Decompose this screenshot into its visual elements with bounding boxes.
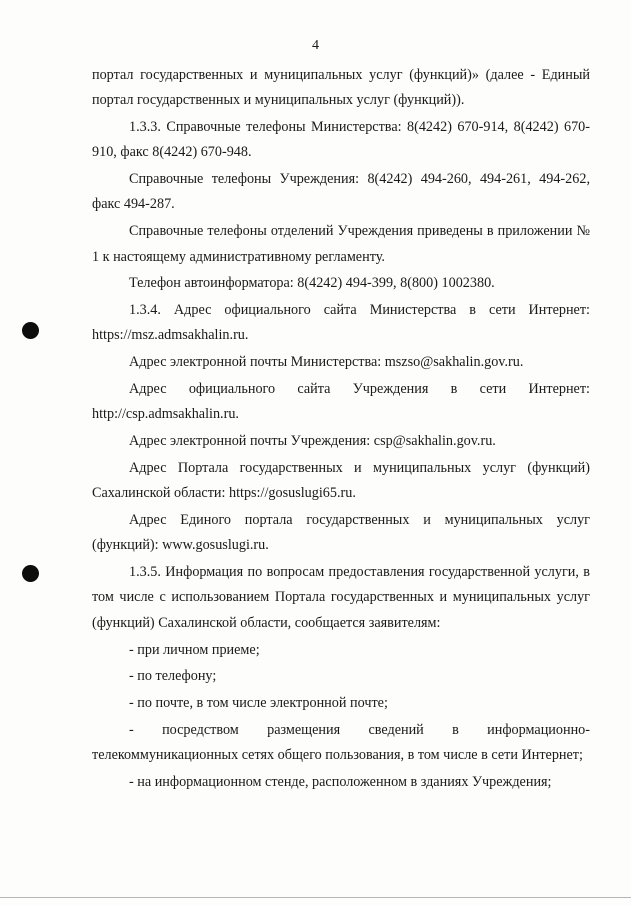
paragraph-autoinformer: Телефон автоинформатора: 8(4242) 494-399, 8(800) 1002380. — [129, 275, 495, 292]
paragraph-unified-portal: Адрес Единого портала государственных и муниципальных услуг (функций): www.gosuslugi.ru. — [92, 512, 590, 554]
paragraph-branch-phones: Справочные телефоны отделений Учреждения приведены в приложении № 1 к настоящему административному регламенту. — [92, 223, 590, 265]
paragraph-institution-phones: Справочные телефоны Учреждения: 8(4242) 494-260, 494-261, 494-262, факс 494-287. — [92, 171, 590, 213]
list-item-networks: - посредством размещения сведений в информационно-телекоммуникационных сетях общего пользования, в том числе в сети Интернет; — [92, 721, 590, 764]
paragraph-1-3-3: 1.3.3. Справочные телефоны Министерства: 8(4242) 670-914, 8(4242) 670-910, факс 8(4242) 670-948. — [92, 119, 590, 161]
list-item-phone: - по телефону; — [129, 668, 217, 685]
page-bottom-edge — [0, 897, 631, 898]
paragraph-ministry-email: Адрес электронной почты Министерства: mszso@sakhalin.gov.ru. — [129, 354, 524, 371]
paragraph-1-3-4: 1.3.4. Адрес официального сайта Министерства в сети Интернет: https://msz.admsakhalin.ru. — [92, 302, 590, 344]
paragraph-regional-portal: Адрес Портала государственных и муниципальных услуг (функций) Сахалинской области: https://gosuslugi65.ru. — [92, 459, 590, 502]
paragraph-institution-site: Адрес официального сайта Учреждения в сети Интернет: http://csp.admsakhalin.ru. — [92, 381, 590, 423]
list-item-mail: - по почте, в том числе электронной почте; — [129, 695, 388, 712]
list-item-personal: - при личном приеме; — [129, 641, 260, 658]
punch-hole-bottom — [22, 565, 39, 582]
paragraph-portal-continuation: портал государственных и муниципальных услуг (функций)» (далее - Единый портал государственных и муниципальных услуг (функций)). — [92, 67, 590, 109]
paragraph-1-3-5: 1.3.5. Информация по вопросам предоставления государственной услуги, в том числе с использованием Портала государственных и муниципальных услуг (функций) Сахалинской области, сообщается заявителям: — [92, 564, 590, 631]
paragraph-institution-email: Адрес электронной почты Учреждения: csp@sakhalin.gov.ru. — [129, 433, 496, 450]
punch-hole-top — [22, 322, 39, 339]
list-item-stand: - на информационном стенде, расположенном в зданиях Учреждения; — [129, 774, 552, 791]
document-body — [92, 63, 590, 795]
page-number: 4 — [312, 38, 319, 53]
